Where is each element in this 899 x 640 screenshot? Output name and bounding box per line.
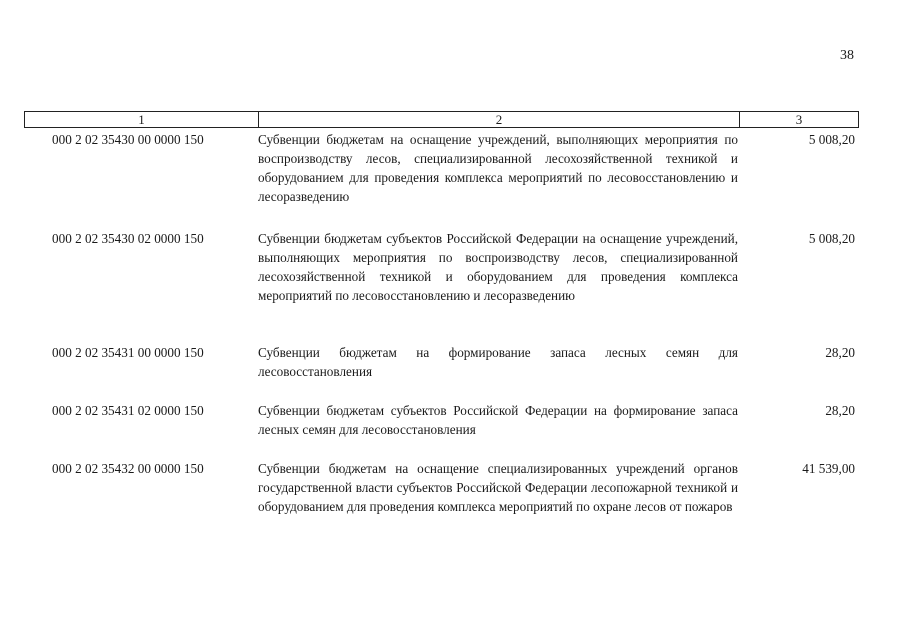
row-description: Субвенции бюджетам на оснащение специализированных учреждений органов государственной власти субъектов Российской Федерации лесопожарной техникой и оборудованием для проведения комплекса мероприятий по охране лесов от пожаров [258, 461, 738, 514]
row-description: Субвенции бюджетам субъектов Российской Федерации на формирование запаса лесных семян для лесовосстановления [258, 403, 738, 437]
row-amount: 28,20 [825, 345, 855, 360]
row-description: Субвенции бюджетам субъектов Российской Федерации на оснащение учреждений, выполняющих мероприятия по воспроизводству лесов, специализированной лесохозяйственной техникой и оборудованием для проведения комплекса мероприятий по лесовосстановлению и лесоразведению [258, 231, 738, 303]
budget-code: 000 2 02 35431 02 0000 150 [52, 403, 204, 418]
budget-code: 000 2 02 35431 00 0000 150 [52, 345, 204, 360]
row-description: Субвенции бюджетам на формирование запаса лесных семян для лесовосстановления [258, 345, 738, 379]
budget-code: 000 2 02 35430 00 0000 150 [52, 132, 204, 147]
table-header-row [24, 111, 859, 128]
row-amount: 41 539,00 [802, 461, 855, 476]
row-amount: 5 008,20 [808, 132, 855, 147]
column-header-3: 3 [795, 112, 803, 127]
budget-code: 000 2 02 35430 02 0000 150 [52, 231, 204, 246]
budget-code: 000 2 02 35432 00 0000 150 [52, 461, 204, 476]
column-header-1: 1 [25, 112, 259, 127]
row-amount: 28,20 [825, 403, 855, 418]
row-amount: 5 008,20 [808, 231, 855, 246]
row-description: Субвенции бюджетам на оснащение учреждений, выполняющих мероприятия по воспроизводству лесов, специализированной лесохозяйственной техникой и оборудованием для проведения комплекса мероприятий по лесовосстановлению и лесоразведению [258, 132, 738, 204]
column-header-2: 2 [259, 112, 740, 127]
page-number: 38 [840, 48, 854, 63]
